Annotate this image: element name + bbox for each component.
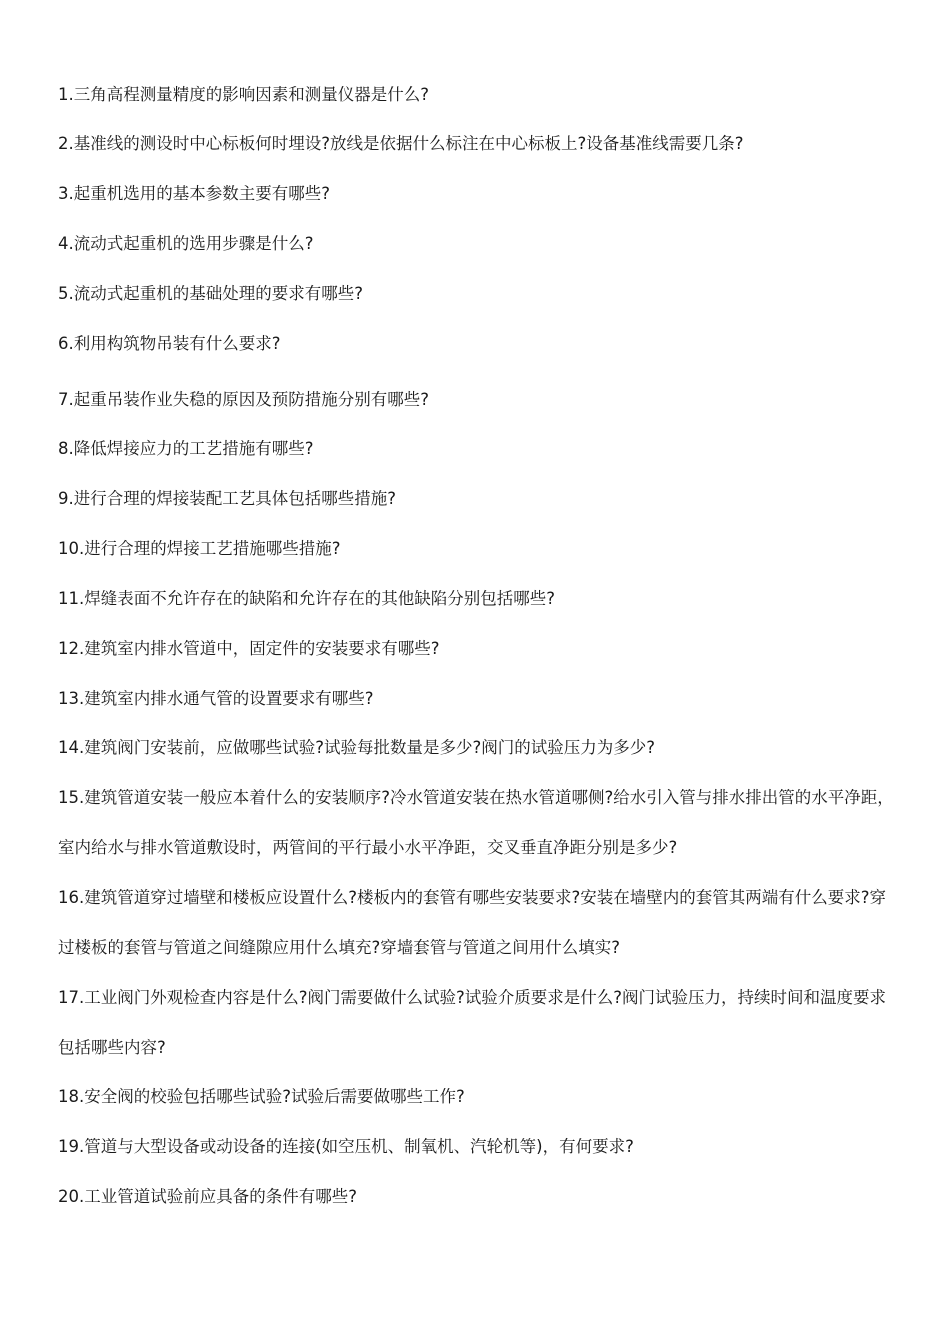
question-17: 17.工业阀门外观检查内容是什么?阀门需要做什么试验?试验介质要求是什么?阀门试验压力，持续时间和温度要求包括哪些内容? — [58, 988, 887, 1057]
question-18: 18.安全阀的校验包括哪些试验?试验后需要做哪些工作? — [58, 1087, 465, 1106]
question-6: 6.利用构筑物吊装有什么要求? — [58, 334, 281, 353]
question-11: 11.焊缝表面不允许存在的缺陷和允许存在的其他缺陷分别包括哪些? — [58, 589, 555, 608]
question-9: 9.进行合理的焊接装配工艺具体包括哪些措施? — [58, 489, 397, 508]
question-15: 15.建筑管道安装一般应本着什么的安装顺序?冷水管道安装在热水管道哪侧?给水引入管与排水排出管的水平净距，室内给水与排水管道敷设时，两管间的平行最小水平净距，交叉垂直净距分别是多少? — [58, 788, 894, 857]
question-16: 16.建筑管道穿过墙壁和楼板应设置什么?楼板内的套管有哪些安装要求?安装在墙壁内的套管其两端有什么要求?穿过楼板的套管与管道之间缝隙应用什么填充?穿墙套管与管道之间用什么填实? — [58, 888, 887, 957]
question-8: 8.降低焊接应力的工艺措施有哪些? — [58, 439, 314, 458]
question-3: 3.起重机选用的基本参数主要有哪些? — [58, 184, 331, 203]
question-5: 5.流动式起重机的基础处理的要求有哪些? — [58, 284, 364, 303]
question-10: 10.进行合理的焊接工艺措施哪些措施? — [58, 539, 341, 558]
question-14: 14.建筑阀门安装前，应做哪些试验?试验每批数量是多少?阀门的试验压力为多少? — [58, 738, 656, 757]
question-2: 2.基准线的测设时中心标板何时埋设?放线是依据什么标注在中心标板上?设备基准线需要几条? — [58, 134, 744, 153]
question-13: 13.建筑室内排水通气管的设置要求有哪些? — [58, 689, 374, 708]
question-12: 12.建筑室内排水管道中，固定件的安装要求有哪些? — [58, 639, 440, 658]
question-19: 19.管道与大型设备或动设备的连接(如空压机、制氧机、汽轮机等)，有何要求? — [58, 1137, 634, 1156]
question-7: 7.起重吊装作业失稳的原因及预防措施分别有哪些? — [58, 390, 430, 409]
question-4: 4.流动式起重机的选用步骤是什么? — [58, 234, 314, 253]
question-1: 1.三角高程测量精度的影响因素和测量仪器是什么? — [58, 85, 430, 104]
question-20: 20.工业管道试验前应具备的条件有哪些? — [58, 1187, 357, 1206]
